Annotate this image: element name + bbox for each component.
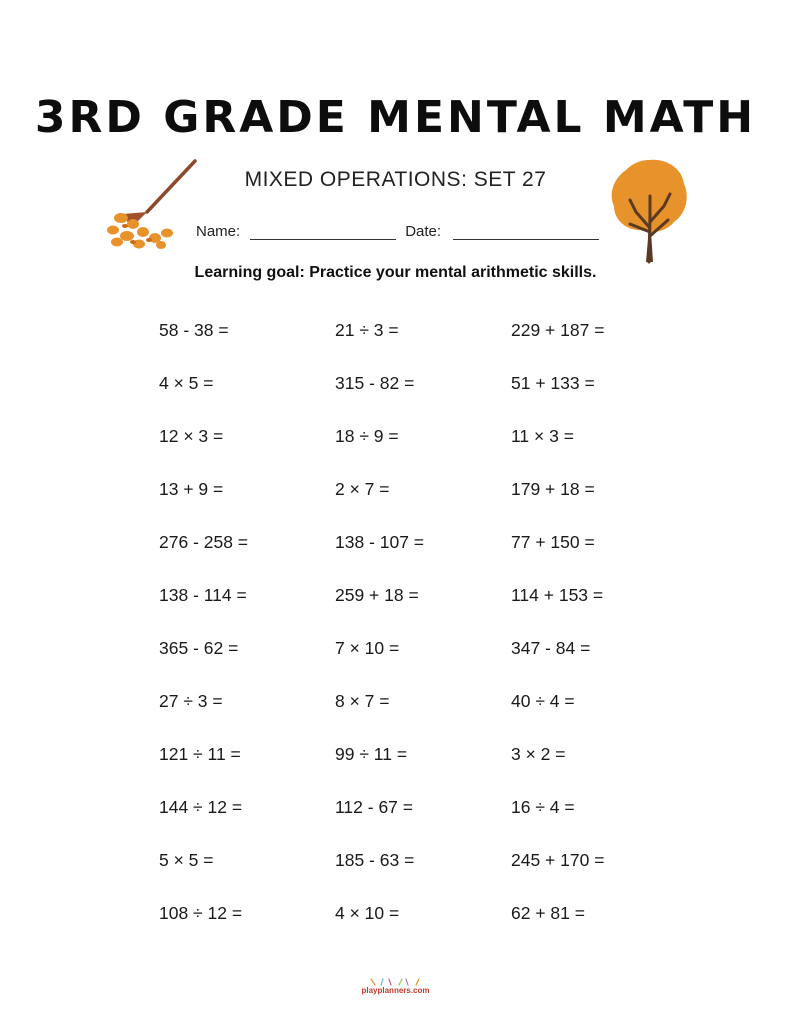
problem: 40 ÷ 4 = (511, 691, 575, 711)
page-title: 3RD GRADE MENTAL MATH (34, 92, 757, 143)
name-field[interactable] (250, 221, 396, 240)
problem: 12 × 3 = (159, 426, 224, 446)
problem: 13 + 9 = (159, 479, 224, 499)
problem: 179 + 18 = (511, 479, 595, 499)
problem: 4 × 10 = (335, 903, 400, 923)
problem: 185 - 63 = (335, 850, 415, 870)
worksheet-subtitle: MIXED OPERATIONS: SET 27 (244, 168, 547, 191)
footer-brand[interactable]: playplanners.com (361, 986, 430, 995)
problem: 347 - 84 = (511, 638, 591, 658)
name-label: Name: (196, 223, 241, 240)
problem: 138 - 107 = (335, 532, 425, 552)
problem: 77 + 150 = (511, 532, 595, 552)
problem: 3 × 2 = (511, 744, 566, 764)
name-date-row (196, 216, 599, 240)
problem: 245 + 170 = (511, 850, 605, 870)
problem: 4 × 5 = (159, 373, 214, 393)
problem: 11 × 3 = (511, 426, 574, 446)
learning-goal: Learning goal: Practice your mental arithmetic skills. (194, 264, 597, 281)
problem: 112 - 67 = (335, 797, 413, 817)
problem: 365 - 62 = (159, 638, 239, 658)
problem: 27 ÷ 3 = (159, 691, 223, 711)
problem: 16 ÷ 4 = (511, 797, 575, 817)
problem: 138 - 114 = (159, 585, 247, 605)
problem: 259 + 18 = (335, 585, 419, 605)
problem: 144 ÷ 12 = (159, 797, 243, 817)
problem: 51 + 133 = (511, 373, 595, 393)
footer (0, 978, 791, 995)
problem: 121 ÷ 11 = (159, 744, 241, 764)
problem: 315 - 82 = (335, 373, 415, 393)
problem: 18 ÷ 9 = (335, 426, 399, 446)
problem: 276 - 258 = (159, 532, 249, 552)
problem: 62 + 81 = (511, 903, 585, 923)
problem: 8 × 7 = (335, 691, 390, 711)
playplanners-logo-icon (361, 978, 431, 986)
problem: 114 + 153 = (511, 585, 604, 605)
problem: 99 ÷ 11 = (335, 744, 408, 764)
problem: 21 ÷ 3 = (335, 320, 399, 340)
problem-grid (159, 318, 687, 954)
problem: 7 × 10 = (335, 638, 400, 658)
problem: 108 ÷ 12 = (159, 903, 243, 923)
problem: 2 × 7 = (335, 479, 390, 499)
problem: 5 × 5 = (159, 850, 214, 870)
problem: 229 + 187 = (511, 320, 605, 340)
date-label: Date: (405, 223, 442, 240)
problem: 58 - 38 = (159, 320, 229, 340)
date-field[interactable] (453, 221, 599, 240)
